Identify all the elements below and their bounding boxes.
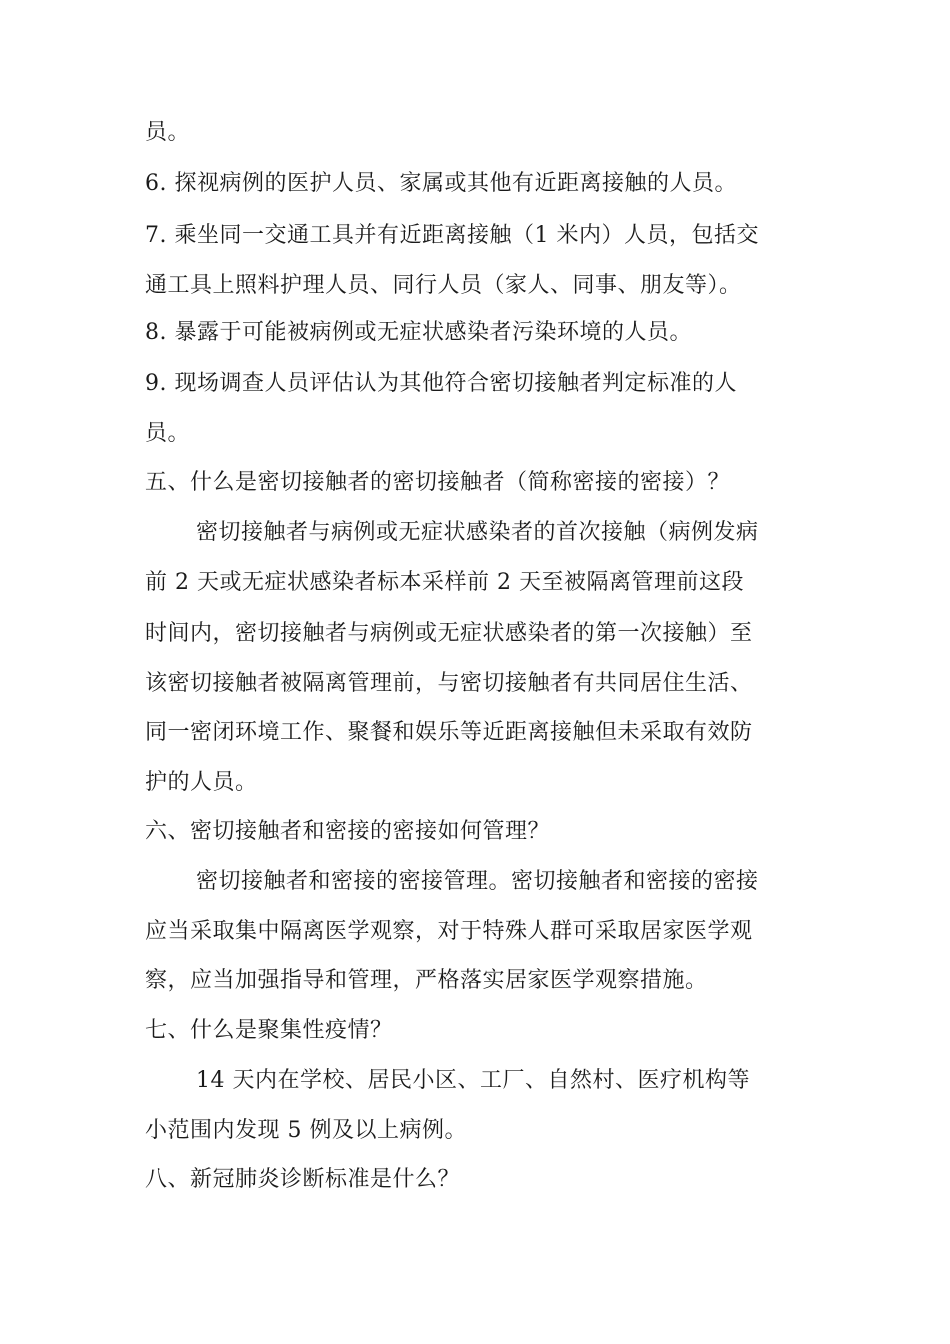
section-heading-5: 五、什么是密切接触者的密切接触者（简称密接的密接）？ (145, 470, 731, 495)
paragraph-line: 察，应当加强指导和管理，严格落实居家医学观察措施。 (145, 968, 708, 993)
paragraph-line: 应当采取集中隔离医学观察，对于特殊人群可采取居家医学观 (145, 919, 753, 944)
list-item-9: 9. 现场调查人员评估认为其他符合密切接触者判定标准的人 (145, 371, 737, 396)
paragraph-line: 时间内，密切接触者与病例或无症状感染者的第一次接触）至 (145, 621, 753, 646)
text-line: 通工具上照料护理人员、同行人员（家人、同事、朋友等）。 (145, 273, 742, 298)
paragraph-line: 小范围内发现 5 例及以上病例。 (145, 1118, 467, 1143)
section-heading-6: 六、密切接触者和密接的密接如何管理？ (145, 819, 551, 844)
paragraph-line: 同一密闭环境工作、聚餐和娱乐等近距离接触但未采取有效防 (145, 720, 753, 745)
list-item-7: 7. 乘坐同一交通工具并有近距离接触（1 米内）人员，包括交 (145, 223, 759, 248)
paragraph-line: 前 2 天或无症状感染者标本采样前 2 天至被隔离管理前这段 (145, 570, 744, 595)
list-item-8: 8. 暴露于可能被病例或无症状感染者污染环境的人员。 (145, 320, 692, 345)
text-line: 员。 (145, 421, 191, 446)
paragraph-line: 护的人员。 (145, 770, 258, 795)
paragraph-line: 该密切接触者被隔离管理前，与密切接触者有共同居住生活、 (145, 671, 753, 696)
paragraph-line: 14 天内在学校、居民小区、工厂、自然村、医疗机构等 (196, 1068, 750, 1093)
text-line: 员。 (145, 120, 191, 145)
paragraph-line: 密切接触者和密接的密接管理。密切接触者和密接的密接 (196, 869, 759, 894)
section-heading-8: 八、新冠肺炎诊断标准是什么？ (145, 1167, 461, 1192)
paragraph-line: 密切接触者与病例或无症状感染者的首次接触（病例发病 (196, 520, 759, 545)
list-item-6: 6. 探视病例的医护人员、家属或其他有近距离接触的人员。 (145, 171, 737, 196)
section-heading-7: 七、什么是聚集性疫情？ (145, 1018, 393, 1043)
